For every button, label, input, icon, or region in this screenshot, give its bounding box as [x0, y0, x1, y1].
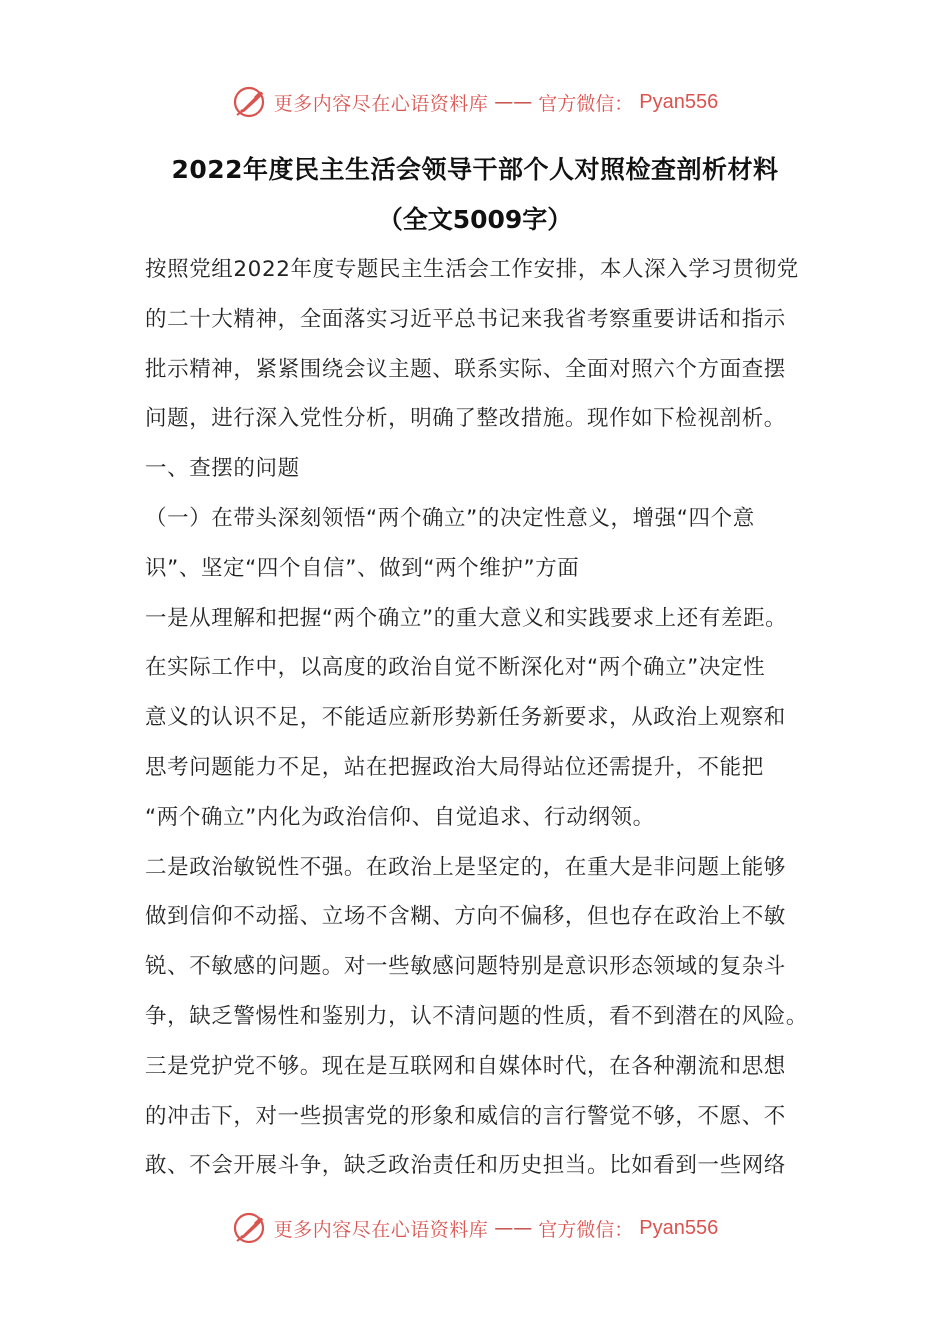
body-line: 锐、不敏感的问题。对一些敏感问题特别是意识形态领域的复杂斗: [145, 954, 786, 980]
body-line: 意义的认识不足，不能适应新形势新任务新要求，从政治上观察和: [145, 705, 786, 731]
banner-dash: ——: [494, 91, 533, 113]
quill-logo-icon: [232, 1210, 268, 1246]
banner-wechat-label: 官方微信：: [538, 92, 634, 115]
banner-text: 更多内容尽在心语资料库: [273, 92, 489, 115]
banner-wechat-id: Pyan556: [639, 90, 719, 113]
body-line: “两个确立”内化为政治信仰、自觉追求、行动纲领。: [145, 804, 655, 830]
body-line: 一是从理解和把握“两个确立”的重大意义和实践要求上还有差距。: [145, 605, 788, 631]
document-subtitle: （全文5009字）: [377, 205, 573, 234]
body-line: 思考问题能力不足，站在把握政治大局得站位还需提升，不能把: [145, 754, 764, 780]
banner-dash: ——: [494, 1217, 533, 1239]
body-line: 的冲击下，对一些损害党的形象和威信的言行警觉不够，不愿、不: [145, 1103, 786, 1129]
quill-logo-icon: [232, 84, 268, 120]
body-line: 批示精神，紧紧围绕会议主题、联系实际、全面对照六个方面查摆: [145, 356, 786, 382]
body-line: 按照党组2022年度专题民主生活会工作安排，本人深入学习贯彻党: [145, 257, 799, 282]
subsection-heading: 识”、坚定“四个自信”、做到“两个维护”方面: [145, 555, 580, 581]
section-heading: 一、查摆的问题: [145, 456, 300, 482]
body-line: 的二十大精神，全面落实习近平总书记来我省考察重要讲话和指示: [145, 306, 786, 332]
document-title: 2022年度民主生活会领导干部个人对照检查剖析材料: [171, 155, 779, 184]
body-line: 问题，进行深入党性分析，明确了整改措施。现作如下检视剖析。: [145, 406, 786, 432]
subsection-heading: （一）在带头深刻领悟“两个确立”的决定性意义，增强“四个意: [145, 505, 755, 531]
body-line: 敢、不会开展斗争，缺乏政治责任和历史担当。比如看到一些网络: [145, 1153, 786, 1179]
document-body: [145, 245, 825, 1191]
body-line: 在实际工作中，以高度的政治自觉不断深化对“两个确立”决定性: [145, 655, 766, 681]
banner-wechat-label: 官方微信：: [538, 1218, 634, 1241]
banner-wechat-id: Pyan556: [639, 1216, 719, 1239]
footer-watermark-banner: [0, 1208, 950, 1248]
body-line: 二是政治敏锐性不强。在政治上是坚定的，在重大是非问题上能够: [145, 854, 786, 880]
header-watermark-banner: [0, 82, 950, 122]
body-line: 做到信仰不动摇、立场不含糊、方向不偏移，但也存在政治上不敏: [145, 904, 786, 930]
body-line: 三是党护党不够。现在是互联网和自媒体时代，在各种潮流和思想: [145, 1053, 786, 1079]
banner-text: 更多内容尽在心语资料库: [273, 1218, 489, 1241]
body-line: 争，缺乏警惕性和鉴别力，认不清问题的性质，看不到潜在的风险。: [145, 1003, 809, 1029]
